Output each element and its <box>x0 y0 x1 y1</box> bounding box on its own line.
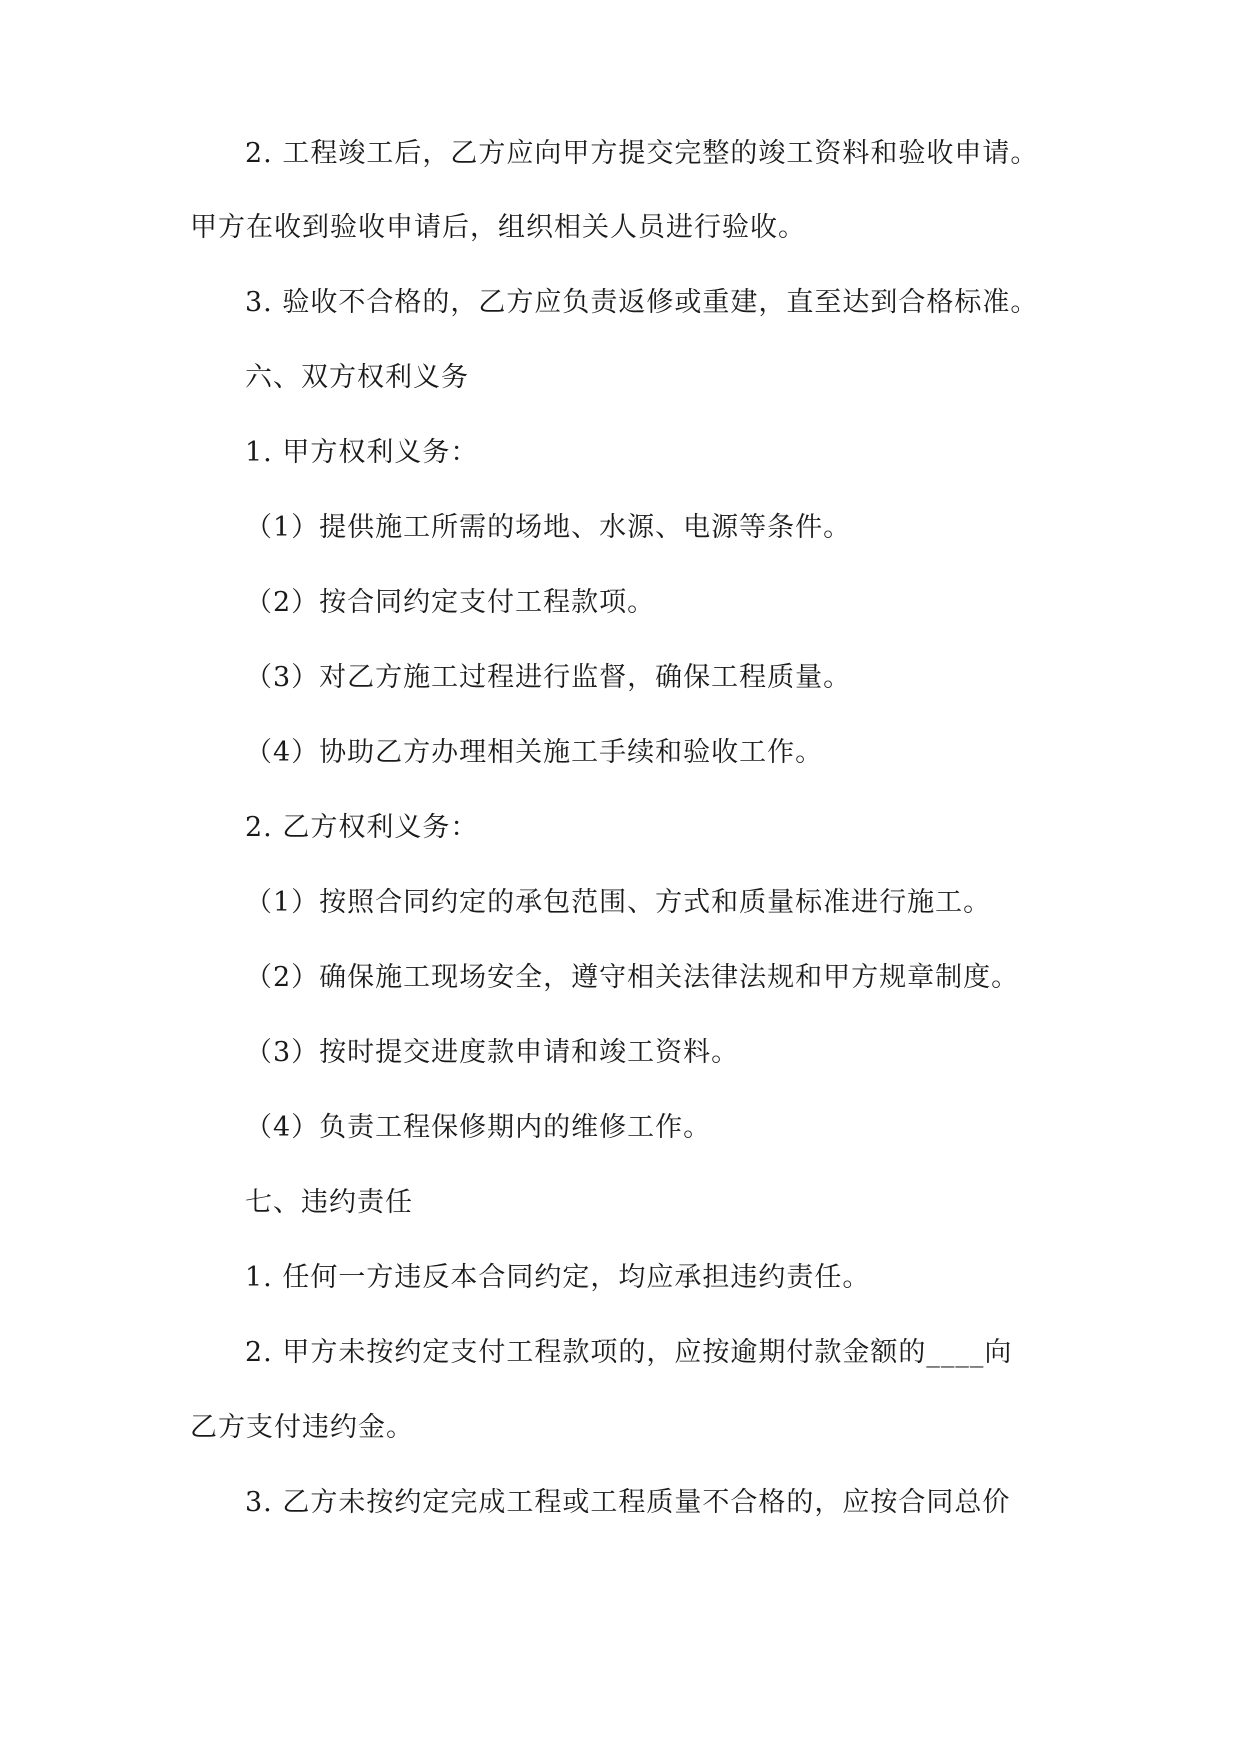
list-item: （3）对乙方施工过程进行监督，确保工程质量。 <box>245 662 852 693</box>
list-item: （2）按合同约定支付工程款项。 <box>245 587 656 618</box>
list-item: （4）协助乙方办理相关施工手续和验收工作。 <box>245 737 824 768</box>
section-heading: 七、违约责任 <box>245 1187 413 1218</box>
list-item: 2. 甲方未按约定支付工程款项的，应按逾期付款金额的____向 <box>245 1337 1013 1368</box>
list-item: 2. 乙方权利义务： <box>245 812 479 843</box>
paragraph-line: 2. 工程竣工后，乙方应向甲方提交完整的竣工资料和验收申请。 <box>245 138 1039 169</box>
list-item: 1. 任何一方违反本合同约定，均应承担违约责任。 <box>245 1262 871 1293</box>
paragraph-line: 乙方支付违约金。 <box>190 1412 414 1443</box>
list-item: （3）按时提交进度款申请和竣工资料。 <box>245 1037 740 1068</box>
list-item: （1）提供施工所需的场地、水源、电源等条件。 <box>245 512 852 543</box>
list-item: （4）负责工程保修期内的维修工作。 <box>245 1112 712 1143</box>
section-heading: 六、双方权利义务 <box>245 362 469 393</box>
list-item: （2）确保施工现场安全，遵守相关法律法规和甲方规章制度。 <box>245 962 1020 993</box>
list-item: （1）按照合同约定的承包范围、方式和质量标准进行施工。 <box>245 887 992 918</box>
paragraph-line: 甲方在收到验收申请后，组织相关人员进行验收。 <box>190 212 806 243</box>
list-item: 3. 乙方未按约定完成工程或工程质量不合格的，应按合同总价 <box>245 1487 1011 1518</box>
paragraph-line: 3. 验收不合格的，乙方应负责返修或重建，直至达到合格标准。 <box>245 287 1039 318</box>
list-item: 1. 甲方权利义务： <box>245 437 479 468</box>
